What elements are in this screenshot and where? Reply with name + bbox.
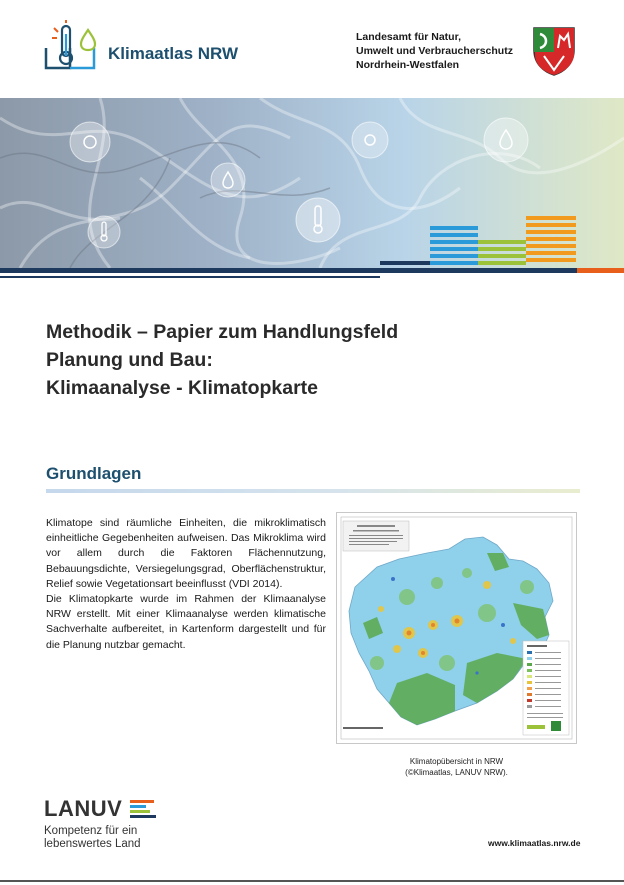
header-stripe-accent <box>577 268 624 273</box>
thermometer-icon <box>296 198 340 242</box>
lanuv-tagline-line-1: Kompetenz für ein <box>44 825 138 837</box>
authority-name <box>356 30 513 72</box>
authority-line-3: Nordrhein-Westfalen <box>356 59 460 71</box>
climatope-map-image <box>337 513 576 743</box>
klimaatlas-logo[interactable] <box>42 18 272 78</box>
figure-caption <box>336 756 577 778</box>
header-banner <box>0 98 624 268</box>
lanuv-bars-icon <box>130 800 158 820</box>
page-title <box>46 318 398 402</box>
coat-of-arms-icon <box>530 26 578 81</box>
sun-icon <box>70 122 110 162</box>
sun-icon <box>352 122 388 158</box>
section-heading: Grundlagen <box>46 464 142 483</box>
lanuv-tagline <box>44 825 141 851</box>
figure-caption-line-2: (©Klimaatlas, LANUV NRW). <box>405 768 508 777</box>
header-stripe <box>0 268 624 273</box>
section-body <box>46 516 326 653</box>
paragraph-2: Die Klimatopkarte wurde im Rahmen der Klimaanalyse NRW erstellt. Mit einer Klimaanalyse werden klimatische Sachverhalte aufbereitet, in Kartenform dargestellt und für die Planung nutzbar gemacht. <box>46 593 326 651</box>
authority-line-1: Landesamt für Natur, <box>356 31 462 43</box>
droplet-icon <box>484 118 528 162</box>
droplet-icon <box>211 163 245 197</box>
page-title-line-1: Methodik – Papier zum Handlungsfeld <box>46 321 399 343</box>
lanuv-name: LANUV <box>44 796 123 821</box>
paragraph-1: Klimatope sind räumliche Einheiten, die mikroklimatisch einheitliche Gegebenheiten aufweisen. Das Mikroklima wird vor allem durch die Faktoren Flächennutzung, Bebauungsdichte, Versiegelungsgrad, Oberflächenstruktur, Relief sowie Vegetationsart beeinflusst (VDI 2014). <box>46 517 326 590</box>
klimaatlas-logo-icon <box>42 18 104 78</box>
section-divider <box>46 489 580 493</box>
climatope-map-figure <box>336 512 577 744</box>
page-bottom-rule <box>0 880 624 882</box>
thermometer-icon <box>88 216 120 248</box>
page-title-line-2: Planung und Bau: <box>46 349 213 371</box>
lanuv-tagline-line-2: lebenswertes Land <box>44 838 141 850</box>
page-title-line-3: Klimaanalyse - Klimatopkarte <box>46 377 319 399</box>
figure-caption-line-1: Klimatopübersicht in NRW <box>409 757 504 766</box>
authority-line-2: Umwelt und Verbraucherschutz <box>356 45 513 57</box>
website-link[interactable]: www.klimaatlas.nrw.de <box>488 838 581 848</box>
header-stripe-thin <box>0 276 380 278</box>
logo-title: Klimaatlas NRW <box>108 44 239 63</box>
lanuv-logo[interactable] <box>44 796 204 856</box>
